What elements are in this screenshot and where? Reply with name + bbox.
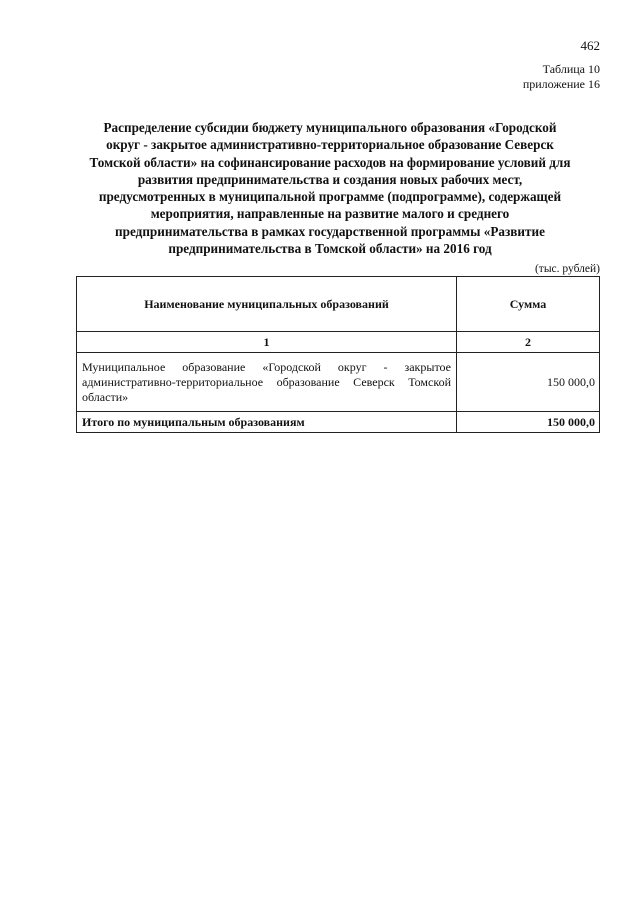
table-header-row bbox=[77, 277, 600, 332]
appendix-label: приложение 16 bbox=[522, 77, 600, 91]
subsidy-table bbox=[76, 276, 600, 433]
annex-reference bbox=[523, 62, 600, 92]
title-line: предусмотренных в муниципальной программе (подпрограмме), содержащей bbox=[98, 189, 562, 205]
total-row bbox=[77, 412, 600, 433]
column-number-row bbox=[77, 332, 600, 353]
title-line: Распределение субсидии бюджету муниципального образования «Городской bbox=[103, 120, 557, 135]
title-line: развития предпринимательства и создания новых рабочих мест, bbox=[137, 171, 523, 187]
title-line: предпринимательства в Томской области» на 2016 год bbox=[168, 241, 492, 257]
column-number-2: 2 bbox=[457, 332, 600, 353]
total-amount: 150 000,0 bbox=[457, 412, 600, 433]
municipality-amount: 150 000,0 bbox=[457, 353, 600, 412]
table-row bbox=[77, 353, 600, 412]
title-line: Томской области» на софинансирование расходов на формирование условий для bbox=[89, 154, 571, 170]
title-line: округ - закрытое административно-территориальное образование Северск bbox=[106, 137, 554, 153]
header-name: Наименование муниципальных образований bbox=[77, 277, 457, 332]
title-line: мероприятия, направленные на развитие малого и среднего bbox=[150, 206, 510, 222]
municipality-name: Муниципальное образование «Городской округ - закрытое административно-территориальное образование Северск Томской области» bbox=[77, 353, 457, 412]
title-line: предпринимательства в рамках государственной программы «Развитие bbox=[115, 223, 545, 239]
header-amount: Сумма bbox=[457, 277, 600, 332]
total-label: Итого по муниципальным образованиям bbox=[77, 412, 457, 433]
document-title bbox=[60, 119, 600, 257]
page-number: 462 bbox=[580, 38, 600, 53]
table-label: Таблица 10 bbox=[542, 62, 600, 76]
units-note: (тыс. рублей) bbox=[534, 263, 600, 275]
column-number-1: 1 bbox=[77, 332, 457, 353]
